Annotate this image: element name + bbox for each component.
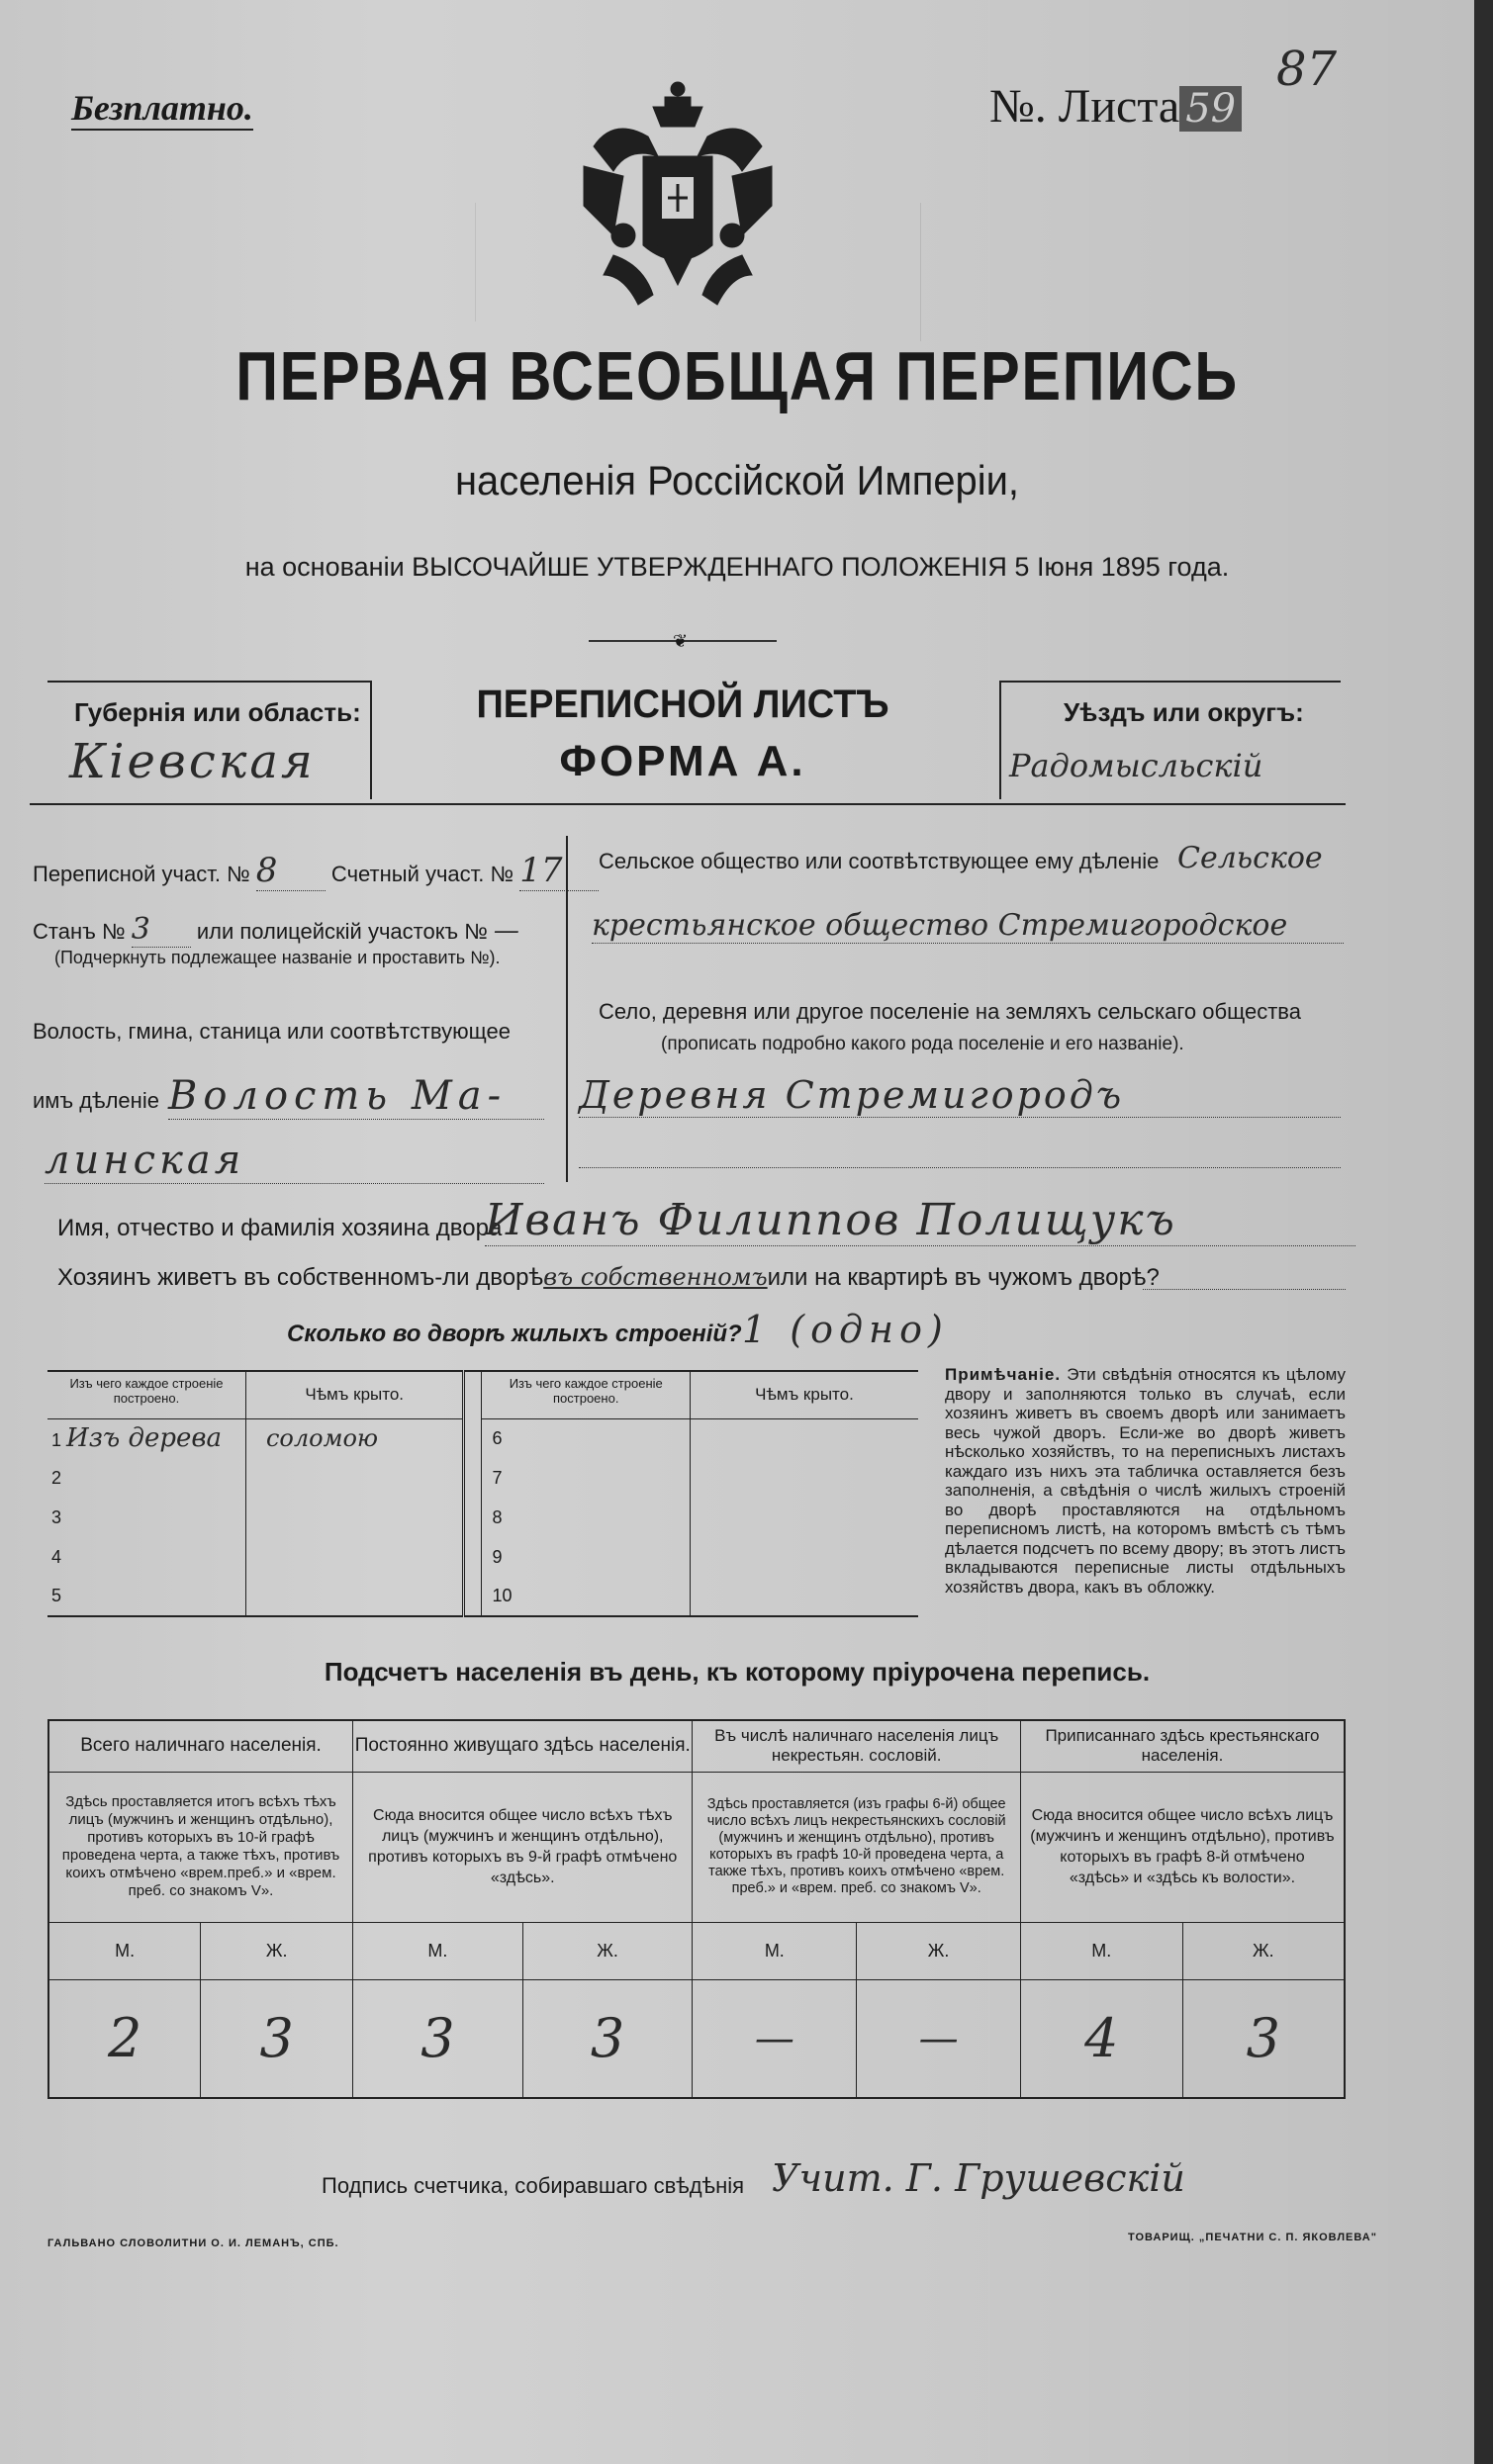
male-label: М. bbox=[693, 1922, 857, 1979]
row-number: 3 bbox=[51, 1506, 62, 1527]
female-label: Ж. bbox=[857, 1922, 1021, 1979]
stan-label: Станъ № bbox=[33, 919, 126, 944]
table-row bbox=[47, 1498, 918, 1537]
resident-male-value: 3 bbox=[353, 1979, 523, 2098]
note-label: Примѣчаніе. bbox=[945, 1365, 1062, 1384]
note-text: Эти свѣдѣнія относятся къ цѣлому двору и заполняются только въ случаѣ, если хозяинъ живетъ въ своемъ дворѣ или занимаетъ весь чужой дворъ. Если-же во дворѣ живетъ нѣсколько хозяйствъ, то на переписныхъ листахъ каждаго изъ нихъ эта табличка оставляется безъ заполненія, а свѣдѣнія о числѣ жилыхъ строеній во дворѣ проставляются на отдѣльномъ переписномъ листѣ, на которомъ вмѣстѣ съ тѣмъ дѣлается подсчетъ по всему двору; въ этотъ листъ вкладываются переписные листы отдѣльныхъ хозяйствъ двора, какъ въ обложку. bbox=[945, 1365, 1346, 1597]
owner-residence-label-1: Хозяинъ живетъ въ собственномъ-ли дворѣ bbox=[57, 1264, 544, 1291]
group-desc-total: Здѣсь проставляется итогъ всѣхъ тѣхъ лицъ (мужчинъ и женщинъ отдѣльно), противъ которыхъ въ 10-й графѣ проведена черта, а также тѣхъ, противъ коихъ отмѣчено «врем.преб.» и «врем. преб. со знакомъ V». bbox=[48, 1772, 353, 1922]
owner-residence-value: въ собственномъ bbox=[543, 1263, 768, 1291]
population-table bbox=[47, 1719, 1346, 2099]
row-number: 9 bbox=[492, 1546, 503, 1567]
group-heading-non-peasant: Въ числѣ наличнаго населенія лицъ некрестьян. сословій. bbox=[693, 1720, 1021, 1772]
male-label: М. bbox=[1020, 1922, 1182, 1979]
sheet-number bbox=[989, 79, 1242, 134]
stan-value: 3 bbox=[132, 912, 191, 948]
registered-female-value: 3 bbox=[1182, 1979, 1345, 2098]
stan-field bbox=[33, 912, 553, 948]
table-row bbox=[47, 1577, 918, 1616]
sheet-number-label: №. Листа bbox=[989, 80, 1180, 133]
village-extra-line bbox=[579, 1167, 1341, 1168]
footer-right: ТОВАРИЩ. „ПЕЧАТНИ С. П. ЯКОВЛЕВА" bbox=[1128, 2232, 1377, 2243]
group-desc-resident: Сюда вносится общее число всѣхъ тѣхъ лицъ (мужчинъ и женщинъ отдѣльно), противъ которыхъ въ 9-й графѣ отмѣчено «здѣсь». bbox=[353, 1772, 693, 1922]
owner-name-value: Иванъ Филиппов Полищукъ bbox=[485, 1195, 1355, 1246]
gubernia-value: Кіевская bbox=[69, 734, 316, 789]
group-desc-registered: Сюда вносится общее число всѣхъ лицъ (мужчинъ и женщинъ отдѣльно), противъ которыхъ въ графѣ 8-й отмѣчено «здѣсь» и «здѣсь къ волости». bbox=[1020, 1772, 1345, 1922]
gubernia-label: Губернія или область: bbox=[74, 697, 361, 727]
table-row bbox=[47, 1537, 918, 1577]
table-row bbox=[47, 1418, 918, 1458]
sheet-number-value: 59 bbox=[1179, 86, 1242, 132]
owner-residence-field bbox=[57, 1263, 1160, 1292]
population-title: Подсчетъ населенія въ день, къ которому пріурочена перепись. bbox=[324, 1657, 1151, 1687]
society-label: Сельское общество или соотвѣтствующее ему дѣленіе bbox=[599, 849, 1160, 873]
census-section-label: Переписной участ. № bbox=[33, 862, 250, 886]
female-label: Ж. bbox=[1182, 1922, 1345, 1979]
bleed-through-area bbox=[920, 203, 1337, 341]
total-female-value: 3 bbox=[201, 1979, 353, 2098]
census-section-value: 8 bbox=[256, 851, 326, 891]
male-label: М. bbox=[353, 1922, 523, 1979]
column-divider bbox=[566, 836, 568, 1182]
signature-label: Подпись счетчика, собиравшаго свѣдѣнія bbox=[322, 2173, 745, 2198]
uezd-label: Уѣздъ или округъ: bbox=[1064, 697, 1304, 727]
registered-male-value: 4 bbox=[1020, 1979, 1182, 2098]
police-label: или полицейскій участокъ № bbox=[196, 919, 488, 944]
bleed-through-area-left bbox=[148, 203, 476, 321]
col-roof-header-right: Чѣмъ крыто. bbox=[690, 1371, 918, 1418]
subtitle: населенія Россійской Имперіи, bbox=[455, 457, 1019, 503]
form-title: ПЕРЕПИСНОЙ ЛИСТЪ bbox=[476, 683, 889, 726]
society-value-2: крестьянское общество Стремигородское bbox=[592, 908, 1344, 944]
buildings-count-value: 1 (одно) bbox=[742, 1308, 949, 1351]
gubernia-right-border bbox=[370, 681, 372, 799]
table-row bbox=[47, 1458, 918, 1498]
police-value: — bbox=[493, 916, 519, 946]
row-number: 10 bbox=[492, 1586, 513, 1605]
row-number: 6 bbox=[492, 1427, 503, 1448]
female-label: Ж. bbox=[201, 1922, 353, 1979]
group-heading-resident: Постоянно живущаго здѣсь населенія. bbox=[353, 1720, 693, 1772]
police-note: (Подчеркнуть подлежащее названіе и проставить №). bbox=[54, 948, 501, 967]
total-male-value: 2 bbox=[48, 1979, 201, 2098]
footer-left: ГАЛЬВАНО СЛОВОЛИТНИ О. И. ЛЕМАНЪ, СПБ. bbox=[47, 2237, 339, 2249]
row-number: 2 bbox=[51, 1467, 62, 1488]
count-section-label: Счетный участ. № bbox=[330, 862, 514, 886]
buildings-table bbox=[47, 1370, 918, 1617]
ornament-icon: ❦ bbox=[673, 631, 689, 651]
uezd-top-border bbox=[999, 681, 1341, 683]
col-material-header-right: Изъ чего каждое строеніе построено. bbox=[482, 1371, 690, 1418]
main-title: ПЕРВАЯ ВСЕОБЩАЯ ПЕРЕПИСЬ bbox=[235, 337, 1239, 414]
col-roof-header-left: Чѣмъ крыто. bbox=[245, 1371, 464, 1418]
header-bottom-rule bbox=[30, 803, 1346, 805]
non-peasant-female-value: — bbox=[857, 1979, 1021, 2098]
uezd-value: Радомысльскій bbox=[1009, 747, 1263, 784]
row-roof: соломою bbox=[245, 1418, 464, 1458]
row-roof bbox=[690, 1418, 918, 1458]
basis-line: на основаніи ВЫСОЧАЙШЕ УТВЕРЖДЕННАГО ПОЛОЖЕНІЯ 5 Іюня 1895 года. bbox=[244, 552, 1230, 582]
female-label: Ж. bbox=[522, 1922, 693, 1979]
note-block bbox=[945, 1365, 1346, 1597]
row-number: 8 bbox=[492, 1506, 503, 1527]
archive-number: 87 bbox=[1276, 42, 1338, 97]
owner-residence-label-2: или на квартирѣ въ чужомъ дворѣ? bbox=[767, 1264, 1160, 1291]
volost-label-2: имъ дѣленіе bbox=[33, 1088, 159, 1113]
census-section-field bbox=[33, 851, 599, 891]
group-desc-non-peasant: Здѣсь проставляется (изъ графы 6-й) общее число всѣхъ лицъ некрестьянскихъ сословій (мужчинъ и женщинъ отдѣльно), противъ которыхъ въ графѣ 10-й проведена черта, а также тѣхъ, противъ коихъ отмѣчено «врем. преб.» и «врем. преб. со знакомъ V». bbox=[693, 1772, 1021, 1922]
count-section-value: 17 bbox=[519, 851, 599, 891]
group-heading-registered: Приписаннаго здѣсь крестьянскаго населенія. bbox=[1020, 1720, 1345, 1772]
non-peasant-male-value: — bbox=[693, 1979, 857, 2098]
signature-value: Учит. Г. Грушевскій bbox=[772, 2156, 1185, 2200]
resident-female-value: 3 bbox=[522, 1979, 693, 2098]
form-subtitle: ФОРМА А. bbox=[559, 737, 806, 785]
row-number: 1 bbox=[51, 1430, 62, 1451]
village-label: Село, деревня или другое поселеніе на земляхъ сельскаго общества bbox=[599, 999, 1301, 1024]
row-number: 5 bbox=[51, 1586, 62, 1605]
row-material: Изъ дерева bbox=[66, 1423, 223, 1454]
buildings-count-label: Сколько во дворѣ жилыхъ строеній? bbox=[287, 1321, 742, 1347]
uezd-left-border bbox=[999, 681, 1001, 799]
group-heading-total: Всего наличнаго населенія. bbox=[48, 1720, 353, 1772]
society-value-1: Сельское bbox=[1177, 841, 1323, 875]
volost-label-1: Волость, гмина, станица или соотвѣтствующее bbox=[33, 1019, 511, 1044]
village-value: Деревня Стремигородъ bbox=[579, 1073, 1341, 1118]
volost-value-1: Волость Ма- bbox=[168, 1073, 544, 1120]
residence-dotted-line bbox=[1143, 1289, 1346, 1290]
free-label: Безплатно. bbox=[71, 87, 253, 131]
volost-value-2: линская bbox=[45, 1138, 544, 1184]
row-number: 7 bbox=[492, 1467, 503, 1488]
village-note: (прописать подробно какого рода поселеніе и его названіе). bbox=[661, 1034, 1184, 1054]
double-headed-eagle-emblem-icon bbox=[574, 77, 782, 315]
row-number: 4 bbox=[51, 1546, 62, 1567]
male-label: М. bbox=[48, 1922, 201, 1979]
gubernia-top-border bbox=[47, 681, 370, 683]
col-material-header-left: Изъ чего каждое строеніе построено. bbox=[47, 1371, 245, 1418]
owner-name-label: Имя, отчество и фамилія хозяина двора bbox=[57, 1215, 503, 1241]
